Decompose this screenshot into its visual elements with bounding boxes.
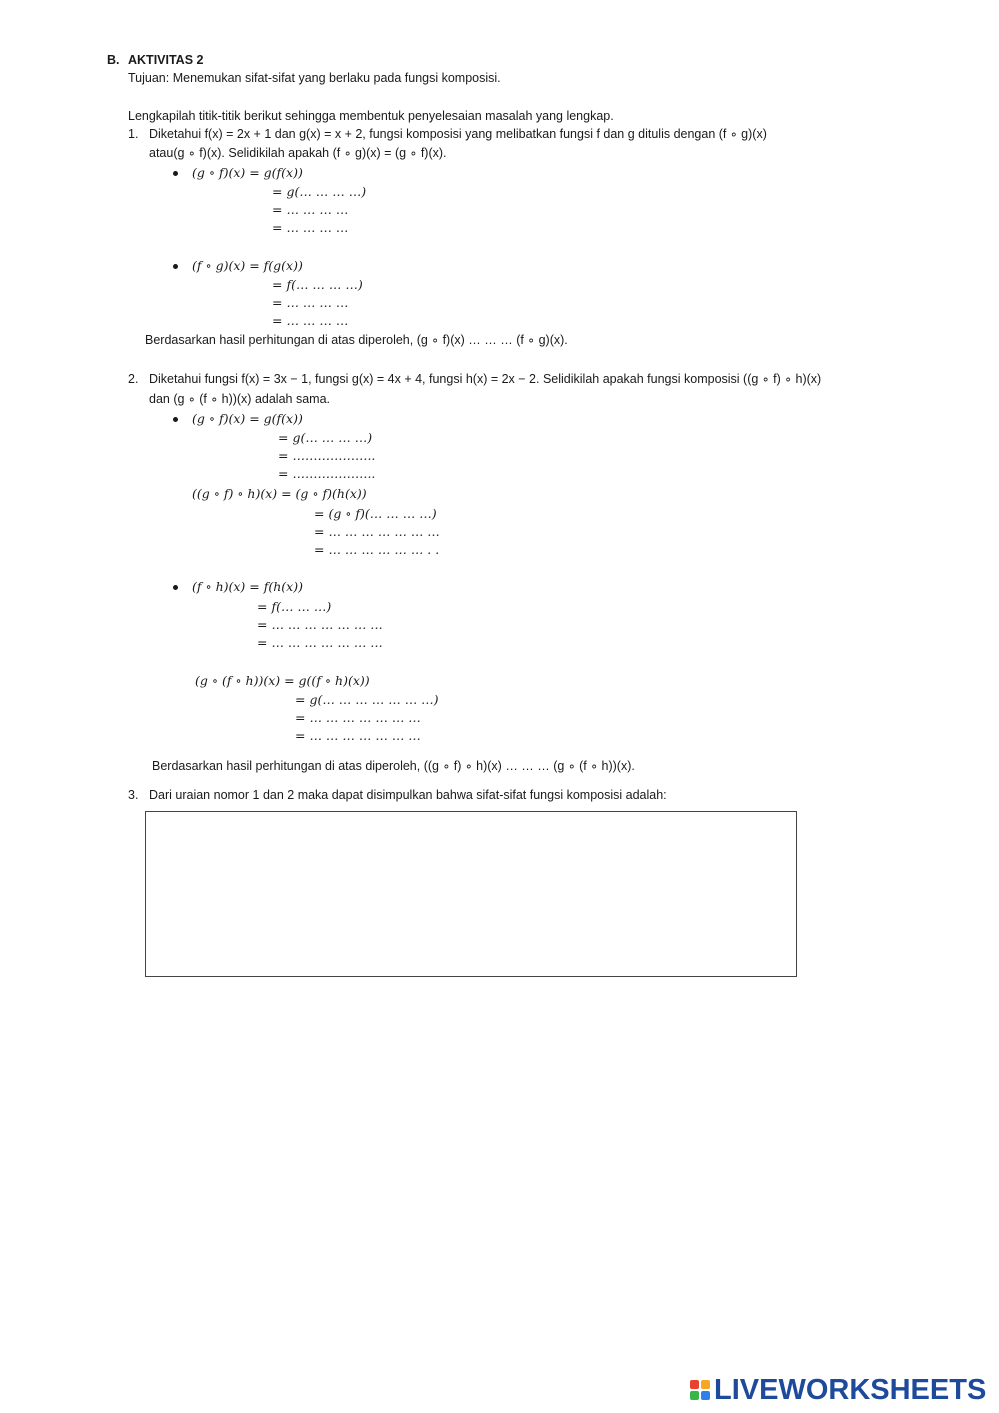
goal-text: Tujuan: Menemukan sifat-sifat yang berlaku pada fungsi komposisi. (128, 71, 501, 85)
bullet-icon (173, 264, 178, 269)
logo-grid-icon (690, 1380, 710, 1400)
q1-gf-line3[interactable]: = … … … … (272, 202, 349, 217)
q2-gfh-line1: ((g ∘ f) ∘ h)(x) = (g ∘ f)(h(x)) (192, 486, 367, 501)
q1-gf-line2[interactable]: = g(… … … …) (272, 184, 367, 199)
q2-gfh-line3[interactable]: = … … … … … … … (314, 524, 440, 539)
q2-gfh2-line3[interactable]: = … … … … … … … (295, 710, 421, 725)
bullet-icon (173, 171, 178, 176)
q2-conclusion[interactable]: Berdasarkan hasil perhitungan di atas diperoleh, ((g ∘ f) ∘ h)(x) … … … (g ∘ (f ∘ h))(x). (152, 759, 635, 773)
q2-gfh-line2[interactable]: = (g ∘ f)(… … … …) (314, 506, 437, 521)
q2-gf-line1: (g ∘ f)(x) = g(f(x)) (192, 411, 303, 426)
q1-conclusion[interactable]: Berdasarkan hasil perhitungan di atas diperoleh, (g ∘ f)(x) … … … (f ∘ g)(x). (145, 333, 568, 347)
q2-line2: dan (g ∘ (f ∘ h))(x) adalah sama. (149, 392, 330, 406)
q1-fg-line3[interactable]: = … … … … (272, 295, 349, 310)
q2-number: 2. (128, 372, 139, 386)
q2-line1: Diketahui fungsi f(x) = 3x − 1, fungsi g(x) = 4x + 4, fungsi h(x) = 2x − 2. Selidikilah apakah fungsi komposisi ((g ∘ f) ∘ h)(x) (149, 372, 822, 386)
q3-number: 3. (128, 788, 139, 802)
q1-gf-line1: (g ∘ f)(x) = g(f(x)) (192, 165, 303, 180)
q1-line2: atau(g ∘ f)(x). Selidikilah apakah (f ∘ g)(x) = (g ∘ f)(x). (149, 146, 447, 160)
q1-gf-line4[interactable]: = … … … … (272, 220, 349, 235)
q2-gf-line3[interactable]: = ……………….. (278, 448, 376, 463)
q2-gfh2-line1: (g ∘ (f ∘ h))(x) = g((f ∘ h)(x)) (195, 673, 370, 688)
answer-box[interactable] (145, 811, 797, 977)
q2-fh-line2[interactable]: = f(… … …) (257, 599, 332, 614)
q2-gf-line2[interactable]: = g(… … … …) (278, 430, 373, 445)
q2-gfh-line4[interactable]: = … … … … … … . . (314, 542, 440, 557)
q1-line1: Diketahui f(x) = 2x + 1 dan g(x) = x + 2, fungsi komposisi yang melibatkan fungsi f dan g ditulis dengan (f ∘ g)(x) (149, 127, 767, 141)
q2-fh-line1: (f ∘ h)(x) = f(h(x)) (192, 579, 303, 594)
q3-text: Dari uraian nomor 1 dan 2 maka dapat disimpulkan bahwa sifat-sifat fungsi komposisi adalah: (149, 788, 667, 802)
q1-fg-line2[interactable]: = f(… … … …) (272, 277, 363, 292)
liveworksheets-logo (690, 1373, 986, 1407)
section-letter: B. (107, 53, 120, 67)
q2-gfh2-line2[interactable]: = g(… … … … … … …) (295, 692, 439, 707)
bullet-icon (173, 417, 178, 422)
q2-fh-line4[interactable]: = … … … … … … … (257, 635, 383, 650)
q2-gfh2-line4[interactable]: = … … … … … … … (295, 728, 421, 743)
instruction-text: Lengkapilah titik-titik berikut sehingga membentuk penyelesaian masalah yang lengkap. (128, 109, 614, 123)
bullet-icon (173, 585, 178, 590)
logo-text: LIVEWORKSHEETS (714, 1373, 987, 1406)
q1-fg-line4[interactable]: = … … … … (272, 313, 349, 328)
section-title: AKTIVITAS 2 (128, 53, 204, 67)
q2-gf-line4[interactable]: = ……………….. (278, 466, 376, 481)
q1-fg-line1: (f ∘ g)(x) = f(g(x)) (192, 258, 303, 273)
q2-fh-line3[interactable]: = … … … … … … … (257, 617, 383, 632)
q1-number: 1. (128, 127, 139, 141)
